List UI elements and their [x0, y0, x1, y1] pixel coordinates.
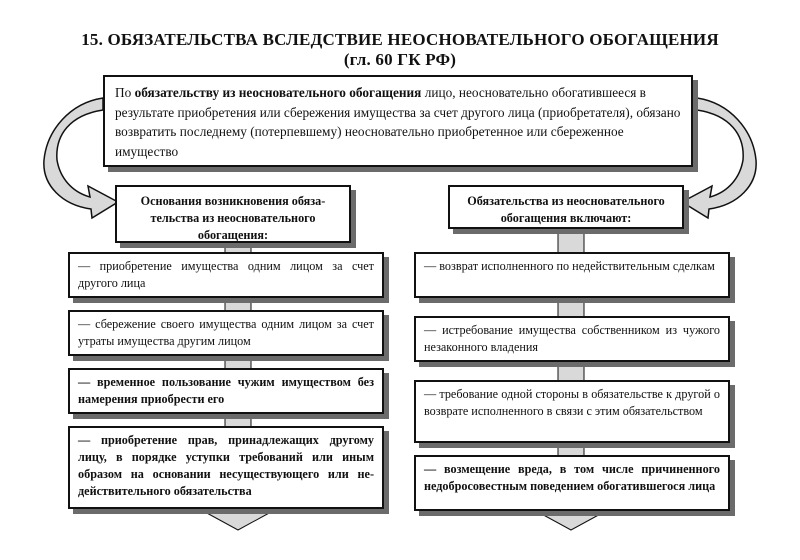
right-item-4: — возмещение вреда, в том числе причиненного недобросовестным поведением обогатившегося лица: [414, 455, 730, 511]
right-item-3: — требование одной стороны в обязательстве к другой о возврате исполненного в связи с этим обязательством: [414, 380, 730, 443]
left-item-3: — временное пользование чужим имуществом без намерения приобрести его: [68, 368, 384, 414]
right-column-heading: Обязательства из неосновательного обогащения включают:: [448, 185, 684, 229]
page-subtitle: (гл. 60 ГК РФ): [343, 50, 457, 69]
page-title: 15. ОБЯЗАТЕЛЬСТВА ВСЛЕДСТВИЕ НЕОСНОВАТЕЛЬНОГО ОБОГАЩЕНИЯ: [81, 30, 719, 49]
left-item-4: — приобретение прав, принадлежащих другому лицу, в порядке уступки требований или иным образом на основании несуществующего или недействительного обязательства: [68, 426, 384, 509]
definition-box: [103, 75, 693, 167]
left-down-arrow: [205, 512, 271, 530]
left-item-2: — сбережение своего имущества одним лицом за счет утраты имущества другим лицом: [68, 310, 384, 356]
definition-prefix: По: [115, 85, 135, 100]
left-column-heading: Основания возникновения обязательства из неосновательного обогащения:: [115, 185, 351, 243]
definition-text: лицо, неосновательно обогатившееся в результате приобретения или сбережения имущества за счет другого лица (приобретателя), обязано возвратить последнему (потерпевшему) неосновательно приобретенное или сбереженное имущество: [115, 85, 681, 159]
definition-emphasis: обязательству из неосновательного обогащения: [134, 85, 422, 100]
right-down-arrow: [538, 512, 604, 530]
right-curved-arrow: [682, 98, 756, 218]
right-item-2: — истребование имущества собственником из чужого незаконного владения: [414, 316, 730, 362]
right-item-1: — возврат исполненного по недействительным сделкам: [414, 252, 730, 298]
left-item-1: — приобретение имущества одним лицом за счет другого лица: [68, 252, 384, 298]
